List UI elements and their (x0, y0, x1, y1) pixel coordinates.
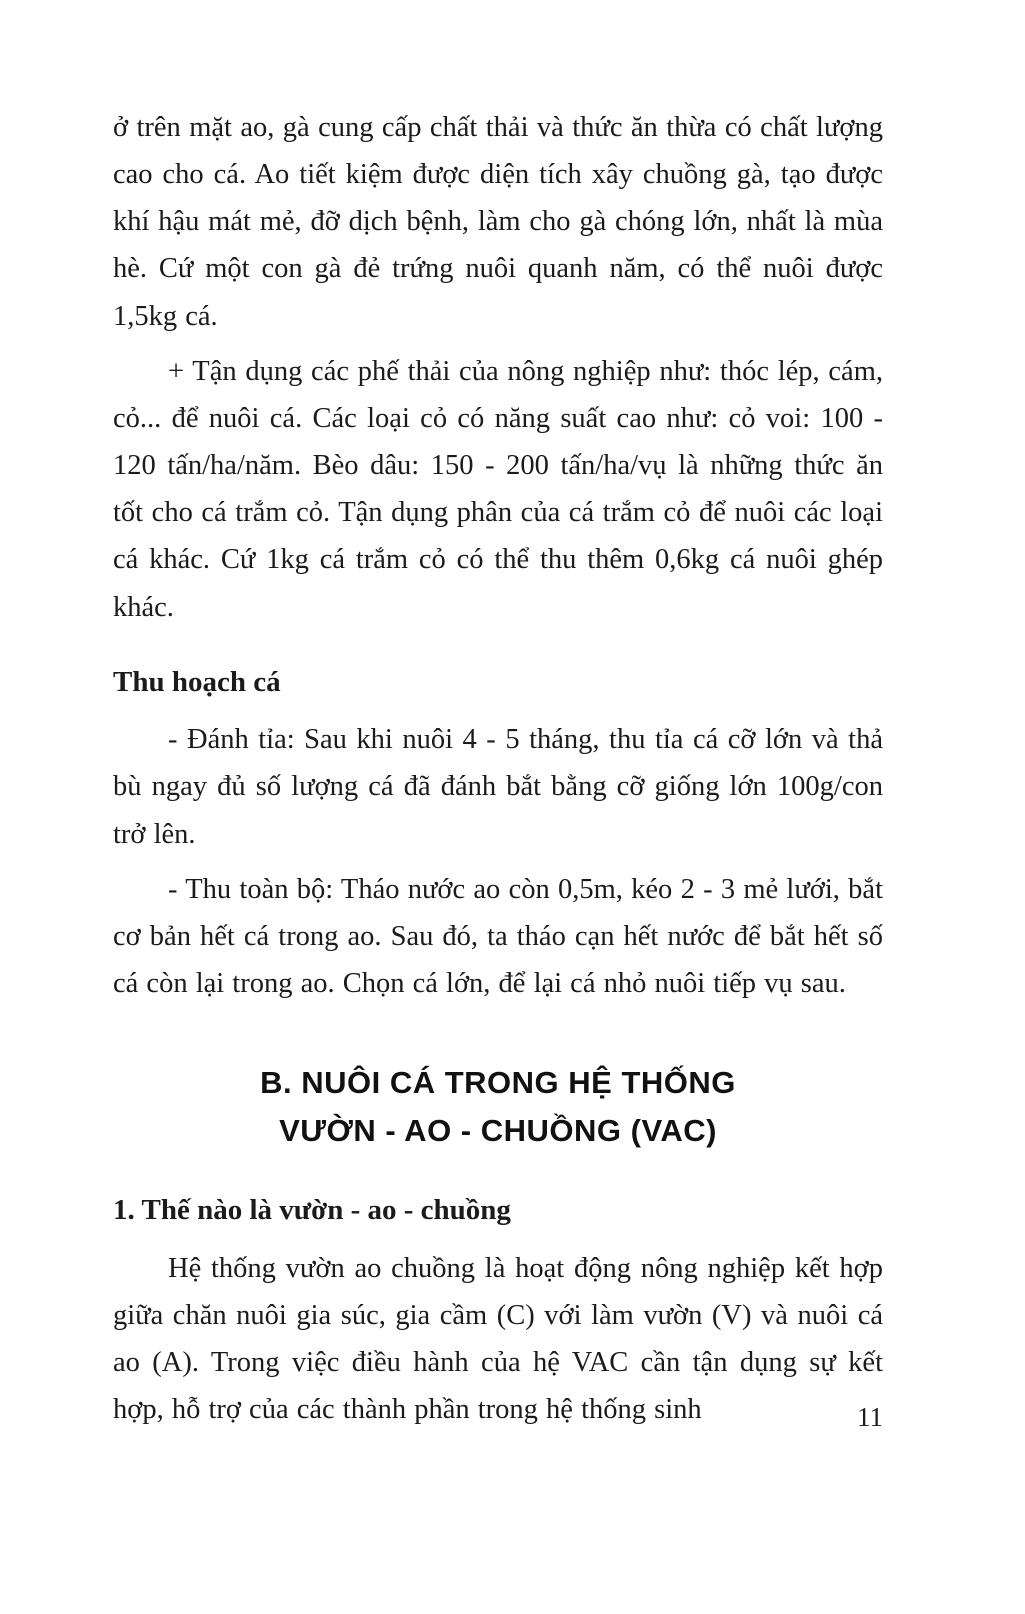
chapter-heading-line1: B. NUÔI CÁ TRONG HỆ THỐNG (260, 1065, 736, 1101)
chapter-heading-line2: VƯỜN - AO - CHUỒNG (VAC) (279, 1113, 717, 1149)
paragraph-thu-toan-bo: - Thu toàn bộ: Tháo nước ao còn 0,5m, kéo 2 - 3 mẻ lưới, bắt cơ bản hết cá trong ao. Sau đó, ta tháo cạn hết nước để bắt hết số cá còn lại trong ao. Chọn cá lớn, để lại cá nhỏ nuôi tiếp vụ sau. (113, 873, 883, 999)
paragraph-vac-definition: Hệ thống vườn ao chuồng là hoạt động nông nghiệp kết hợp giữa chăn nuôi gia súc, gia cầm (C) với làm vườn (V) và nuôi cá ao (A). Trong việc điều hành của hệ VAC cần tận dụng sự kết hợp, hỗ trợ của các thành phần trong hệ thống sinh (113, 1252, 883, 1426)
subsection-heading-the-nao-la-vac: 1. Thế nào là vườn - ao - chuồng (113, 1194, 511, 1227)
chapter-heading-vac (113, 1059, 883, 1155)
paragraph-agricultural-waste: + Tận dụng các phế thải của nông nghiệp như: thóc lép, cám, cỏ... để nuôi cá. Các loại cỏ có năng suất cao như: cỏ voi: 100 - 120 tấn/ha/năm. Bèo dâu: 150 - 200 tấn/ha/vụ là những thức ăn tốt cho cá trắm cỏ. Tận dụng phân của cá trắm cỏ để nuôi các loại cá khác. Cứ 1kg cá trắm cỏ có thể thu thêm 0,6kg cá nuôi ghép khác. (113, 355, 883, 623)
heading-thu-hoach-ca: Thu hoạch cá (113, 665, 281, 698)
paragraph-chicken-pond: ở trên mặt ao, gà cung cấp chất thải và thức ăn thừa có chất lượng cao cho cá. Ao tiết kiệm được diện tích xây chuồng gà, tạo được khí hậu mát mẻ, đỡ dịch bệnh, làm cho gà chóng lớn, nhất là mùa hè. Cứ một con gà đẻ trứng nuôi quanh năm, có thể nuôi được 1,5kg cá. (113, 112, 883, 332)
page-number: 11 (857, 1402, 883, 1432)
paragraph-danh-tia: - Đánh tỉa: Sau khi nuôi 4 - 5 tháng, thu tỉa cá cỡ lớn và thả bù ngay đủ số lượng cá đã đánh bắt bằng cỡ giống lớn 100g/con trở lên. (113, 724, 883, 850)
text-area (113, 104, 883, 1441)
